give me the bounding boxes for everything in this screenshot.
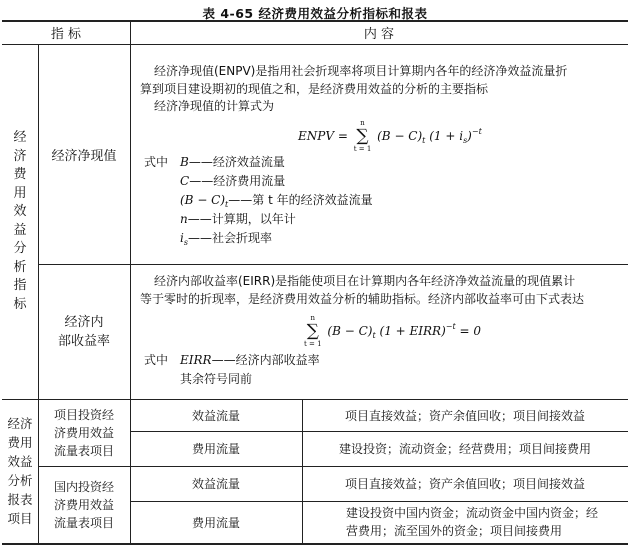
formula-exponent: −t: [445, 322, 456, 331]
eirr-name: [38, 264, 130, 399]
table-title: 表 4-65 经济费用效益分析指标和报表: [202, 6, 428, 21]
def-symbol: (B − C): [180, 193, 226, 207]
enpv-def: [180, 210, 296, 229]
group-name-line: 项目投资经: [53, 407, 114, 422]
sigma-icon: ∑: [306, 321, 319, 341]
enpv-definition-line: 经济净现值(ENPV)是指用社会折现率将项目计算期内各年的经济净效益流量折: [154, 64, 568, 78]
enpv-calc-line: 经济净现值的计算式为: [154, 99, 275, 113]
summation-symbol: [354, 119, 372, 154]
eirr-formula-body: (B − C): [327, 324, 373, 338]
header-content: 内 容: [363, 27, 395, 42]
section2-label-line: 项目: [7, 511, 33, 526]
def-symbol: i: [180, 231, 184, 245]
group-name-line: 济费用效益: [53, 425, 114, 440]
section1-label-char: 标: [13, 296, 27, 312]
flow-type-cell: 费用流量: [191, 515, 240, 530]
formula-subscript: t: [422, 136, 426, 145]
enpv-name: 经济净现值: [51, 148, 117, 164]
eirr-name-line: 经济内: [64, 314, 104, 330]
section2-label-line: 报表: [7, 492, 33, 507]
enpv-definition-line: 算到项目建设期初的现值之和，是经济费用效益的分析的主要指标: [140, 81, 489, 96]
sum-lower-limit: t = 1: [353, 145, 372, 153]
eirr-formula-factor: (1 + EIRR): [379, 324, 446, 338]
enpv-formula: [298, 119, 482, 154]
enpv-def: [180, 153, 285, 172]
flow-type-cell: 效益流量: [191, 477, 240, 491]
eirr-formula: [302, 314, 481, 349]
section2-label: [2, 399, 38, 543]
def-text: ——经济费用流量: [189, 174, 286, 188]
section1-label-char: 费: [13, 167, 27, 182]
formula-exponent: −t: [471, 127, 482, 136]
group2-name: [38, 466, 130, 543]
section1-label-char: 经: [13, 130, 27, 145]
section2-label-line: 经济: [7, 416, 33, 431]
eirr-where: 式中: [144, 353, 169, 367]
eirr-definition-line: 等于零时的折现率，是经济费用效益分析的辅助指标。经济内部收益率可由下式表达: [140, 291, 585, 306]
def-symbol: B: [180, 155, 189, 169]
section1-label-char: 效: [13, 204, 27, 219]
enpv-formula-lhs: ENPV =: [298, 129, 348, 143]
section1-label-char: 济: [13, 148, 27, 164]
eirr-formula-rhs: = 0: [459, 324, 482, 338]
flow-content-cell: 项目直接效益；资产余值回收；项目间接效益: [344, 477, 585, 491]
section1-label-char: 析: [13, 259, 27, 275]
def-subscript: t: [225, 200, 229, 209]
flow-content-line: 建设投资中国内资金；流动资金中国内资金；经: [346, 506, 599, 520]
section2-label-line: 效益: [7, 454, 33, 469]
section1-label: [2, 44, 38, 399]
def-text: ——计算期，以年计: [187, 212, 296, 226]
eirr-def-rest: 其余符号同前: [180, 372, 253, 386]
def-symbol: C: [180, 174, 190, 188]
section2-label-line: 费用: [7, 435, 33, 450]
def-subscript: s: [183, 238, 188, 247]
sum-lower-limit: t = 1: [304, 340, 322, 348]
section1-label-char: 益: [13, 222, 27, 238]
eirr-def: [180, 351, 320, 370]
flow-content-cell: 项目直接效益；资产余值回收；项目间接效益: [344, 408, 585, 423]
def-symbol: n: [180, 212, 188, 226]
summation-symbol: [304, 314, 322, 349]
formula-paren: ): [467, 129, 472, 143]
def-text: ——第 t 年的经济效益流量: [228, 193, 373, 207]
group-name-line: 国内投资经: [53, 479, 114, 494]
enpv-definition: [140, 63, 624, 116]
flow-content-line: 营费用；流至国外的资金；项目间接费用: [346, 524, 563, 538]
enpv-where: 式中: [144, 155, 169, 169]
formula-subscript: t: [372, 331, 376, 340]
section1-label-char: 指: [13, 278, 27, 293]
group1-name: [38, 399, 130, 466]
group-name-line: 济费用效益: [53, 497, 114, 512]
sum-upper-limit: n: [360, 119, 365, 127]
section2-label-line: 分析: [7, 473, 33, 488]
enpv-def: [180, 229, 272, 252]
indicator-table: [2, 20, 628, 545]
eirr-definition: [140, 273, 624, 308]
sum-upper-limit: n: [310, 314, 316, 322]
enpv-def: [180, 172, 285, 191]
eirr-definition-line: 经济内部收益率(EIRR)是指能使项目在计算期内各年经济净效益流量的现值累计: [154, 274, 576, 288]
def-text: ——经济内部收益率: [211, 353, 320, 367]
sigma-icon: ∑: [356, 126, 369, 146]
table-bottom-border: [2, 543, 628, 545]
flow-type-cell: 效益流量: [191, 408, 240, 423]
flow-type-cell: 费用流量: [191, 442, 240, 456]
eirr-name-line: 部收益率: [57, 333, 110, 349]
section1-label-char: 用: [13, 185, 27, 201]
section1-label-char: 分: [13, 241, 27, 256]
flow-content-cell: [302, 501, 628, 543]
group-name-line: 流量表项目: [53, 515, 114, 530]
header-indicator: 指 标: [50, 27, 82, 42]
enpv-formula-factor: (1 + i: [429, 129, 464, 143]
def-text: ——社会折现率: [187, 231, 272, 245]
flow-content-cell: 建设投资；流动资金；经营费用；项目间接费用: [338, 442, 591, 456]
def-symbol: EIRR: [180, 353, 212, 367]
formula-subscript: s: [463, 136, 468, 145]
group-name-line: 流量表项目: [53, 443, 114, 458]
def-text: ——经济效益流量: [188, 155, 285, 169]
enpv-formula-body: (B − C): [377, 129, 423, 143]
